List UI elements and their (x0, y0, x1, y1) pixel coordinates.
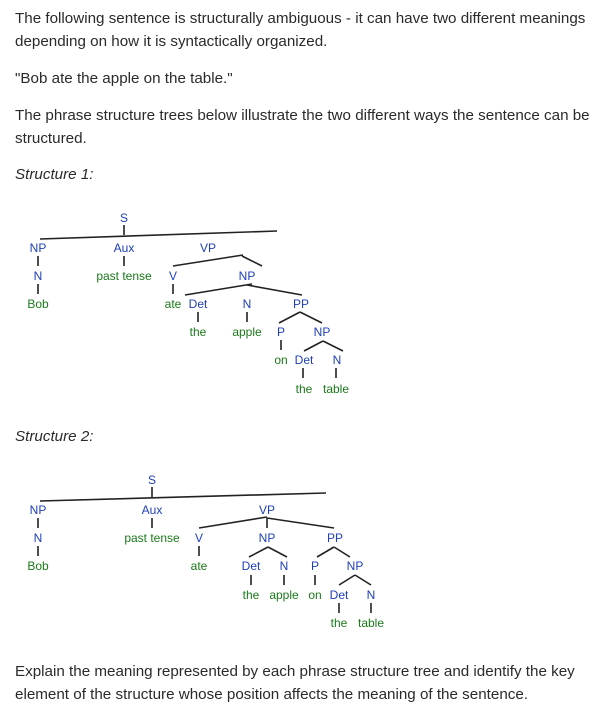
s1-n3-node: N (332, 353, 342, 367)
s1-the-word: the (189, 325, 207, 339)
s2-n2-node: N (279, 559, 289, 573)
s2-past-tense-word: past tense (124, 531, 180, 545)
s2-ate-word: ate (190, 559, 208, 573)
s2-aux-node: Aux (141, 503, 163, 517)
s2-det-node: Det (241, 559, 261, 573)
s1-aux-node: Aux (113, 241, 135, 255)
s1-pp-node: PP (292, 297, 310, 311)
s2-the-word: the (242, 588, 260, 602)
s2-n-node: N (33, 531, 43, 545)
s1-np3-node: NP (313, 325, 331, 339)
s1-past-tense-word: past tense (96, 269, 152, 283)
s2-np3-node: NP (346, 559, 364, 573)
question-text: Explain the meaning represented by each phrase structure tree and identify the key element of the structure whose position affects the meaning of the sentence. (15, 663, 575, 703)
example-sentence: "Bob ate the apple on the table." (15, 70, 233, 87)
s2-det2-node: Det (329, 588, 349, 602)
s2-on-word: on (308, 588, 322, 602)
s1-v-node: V (168, 269, 178, 283)
s2-np-node: NP (29, 503, 47, 517)
s1-apple-word: apple (232, 325, 262, 339)
s2-v-node: V (194, 531, 204, 545)
trees-intro-text: The phrase structure trees below illustrate the two different ways the sentence can be structured. (15, 107, 590, 147)
s2-apple-word: apple (269, 588, 299, 602)
structure-1-tree (0, 200, 613, 405)
s1-n-node: N (33, 269, 43, 283)
s2-the2-word: the (330, 616, 348, 630)
s1-bob-word: Bob (27, 297, 49, 311)
s2-p-node: P (310, 559, 320, 573)
s1-det-node: Det (188, 297, 208, 311)
s2-n3-node: N (366, 588, 376, 602)
s1-det2-node: Det (294, 353, 314, 367)
s2-np2-node: NP (258, 531, 276, 545)
s1-np-node: NP (29, 241, 47, 255)
s1-the2-word: the (295, 382, 313, 396)
s1-p-node: P (276, 325, 286, 339)
s2-bob-word: Bob (27, 559, 49, 573)
structure-2-tree (0, 470, 613, 640)
s2-s-node: S (147, 473, 157, 487)
s1-ate-word: ate (164, 297, 182, 311)
intro-text: The following sentence is structurally ambiguous - it can have two different meanings depending on how it is syntactically organized. (15, 10, 586, 50)
s2-pp-node: PP (326, 531, 344, 545)
s1-vp-node: VP (199, 241, 217, 255)
structure-2-label: Structure 2: (15, 428, 94, 445)
s1-np2-node: NP (238, 269, 256, 283)
s2-table-word: table (357, 616, 385, 630)
s1-n2-node: N (242, 297, 252, 311)
s1-s-node: S (119, 211, 129, 225)
s1-on-word: on (274, 353, 288, 367)
structure-1-label: Structure 1: (15, 166, 94, 183)
s1-table-word: table (322, 382, 350, 396)
s2-vp-node: VP (258, 503, 276, 517)
